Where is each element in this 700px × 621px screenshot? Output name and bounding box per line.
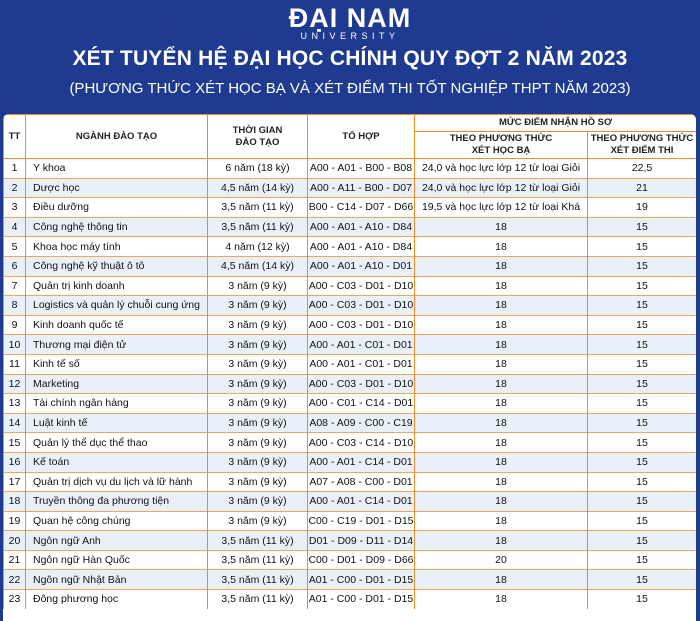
cell-duration: 3 năm (9 kỳ) [208,315,308,335]
header-diemthi-line2: XÉT ĐIỂM THI [610,145,674,156]
cell-hocba-score: 18 [415,413,588,433]
cell-major: Điều dưỡng [26,198,208,218]
cell-tt: 17 [4,472,26,492]
logo-subtitle: UNIVERSITY [300,31,400,41]
cell-tt: 2 [4,178,26,198]
cell-diemthi-score: 15 [588,335,697,355]
cell-combo: A01 - C00 - D01 - D15 [308,590,415,609]
table-row [4,237,697,257]
cell-duration: 3,5 năm (11 kỳ) [208,590,308,609]
cell-major: Quan hệ công chúng [26,511,208,531]
header-hocba-line2: XÉT HỌC BẠ [471,145,531,156]
header-tt: TT [4,115,26,159]
cell-tt: 9 [4,315,26,335]
cell-combo: A00 - A01 - B00 - B08 [308,159,415,179]
cell-hocba-score: 18 [415,570,588,590]
cell-diemthi-score: 15 [588,237,697,257]
cell-hocba-score: 20 [415,550,588,570]
header-hocba [415,132,588,159]
page-title: XÉT TUYỂN HỆ ĐẠI HỌC CHÍNH QUY ĐỢT 2 NĂM 2023 [72,47,628,70]
cell-duration: 3,5 năm (11 kỳ) [208,217,308,237]
cell-major: Kinh doanh quốc tế [26,315,208,335]
cell-combo: A00 - A01 - C01 - D01 [308,354,415,374]
cell-hocba-score: 24,0 và học lực lớp 12 từ loại Giỏi [415,178,588,198]
cell-hocba-score: 18 [415,276,588,296]
cell-combo: A00 - A01 - A10 - D01 [308,256,415,276]
header-duration [208,115,308,159]
table-row [4,296,697,316]
cell-major: Quản trị dịch vụ du lịch và lữ hành [26,472,208,492]
admission-table-container [3,114,696,621]
cell-duration: 3,5 năm (11 kỳ) [208,531,308,551]
cell-hocba-score: 18 [415,590,588,609]
cell-diemthi-score: 15 [588,550,697,570]
cell-diemthi-score: 15 [588,413,697,433]
cell-combo: A00 - A01 - A10 - D84 [308,237,415,257]
table-row [4,374,697,394]
cell-combo: A00 - A01 - C14 - D01 [308,452,415,472]
cell-hocba-score: 18 [415,354,588,374]
table-row [4,511,697,531]
table-row [4,335,697,355]
cell-tt: 19 [4,511,26,531]
cell-duration: 3 năm (9 kỳ) [208,511,308,531]
cell-hocba-score: 18 [415,315,588,335]
cell-diemthi-score: 15 [588,452,697,472]
cell-diemthi-score: 15 [588,354,697,374]
cell-duration: 3 năm (9 kỳ) [208,452,308,472]
cell-combo: A00 - C03 - C14 - D10 [308,433,415,453]
cell-combo: A00 - C03 - D01 - D10 [308,374,415,394]
table-row [4,570,697,590]
table-row [4,256,697,276]
table-row [4,178,697,198]
cell-tt: 7 [4,276,26,296]
cell-major: Đông phương học [26,590,208,609]
cell-major: Công nghệ thông tin [26,217,208,237]
cell-tt: 23 [4,590,26,609]
cell-duration: 3 năm (9 kỳ) [208,354,308,374]
table-row [4,472,697,492]
cell-combo: D01 - D09 - D11 - D14 [308,531,415,551]
cell-diemthi-score: 15 [588,315,697,335]
cell-diemthi-score: 21 [588,178,697,198]
cell-duration: 3,5 năm (11 kỳ) [208,550,308,570]
logo-name: ĐẠI NAM [288,3,412,33]
cell-major: Công nghệ kỹ thuật ô tô [26,256,208,276]
cell-duration: 3 năm (9 kỳ) [208,433,308,453]
cell-tt: 13 [4,394,26,414]
table-row [4,276,697,296]
cell-hocba-score: 18 [415,531,588,551]
cell-hocba-score: 18 [415,374,588,394]
cell-combo: A00 - C03 - D01 - D10 [308,296,415,316]
cell-combo: A07 - A08 - C00 - D01 [308,472,415,492]
cell-tt: 15 [4,433,26,453]
cell-hocba-score: 18 [415,217,588,237]
table-row [4,452,697,472]
cell-tt: 21 [4,550,26,570]
cell-hocba-score: 18 [415,452,588,472]
cell-duration: 4,5 năm (14 kỳ) [208,178,308,198]
cell-tt: 22 [4,570,26,590]
cell-hocba-score: 18 [415,511,588,531]
cell-tt: 1 [4,159,26,179]
cell-duration: 3 năm (9 kỳ) [208,276,308,296]
cell-major: Logistics và quản lý chuỗi cung ứng [26,296,208,316]
cell-hocba-score: 18 [415,394,588,414]
cell-major: Ngôn ngữ Hàn Quốc [26,550,208,570]
cell-duration: 3,5 năm (11 kỳ) [208,198,308,218]
cell-tt: 6 [4,256,26,276]
cell-diemthi-score: 19 [588,198,697,218]
cell-hocba-score: 18 [415,237,588,257]
cell-tt: 16 [4,452,26,472]
cell-combo: A00 - C03 - D01 - D10 [308,276,415,296]
header-duration-line2: ĐÀO TẠO [235,136,280,148]
cell-combo: A00 - A01 - C01 - D01 [308,335,415,355]
cell-duration: 6 năm (18 kỳ) [208,159,308,179]
cell-hocba-score: 18 [415,335,588,355]
cell-hocba-score: 18 [415,492,588,512]
cell-tt: 5 [4,237,26,257]
cell-major: Luật kinh tế [26,413,208,433]
cell-diemthi-score: 15 [588,492,697,512]
page-header [0,0,700,112]
cell-major: Quản lý thể dục thể thao [26,433,208,453]
cell-diemthi-score: 15 [588,472,697,492]
table-row [4,531,697,551]
header-diemthi [588,132,697,159]
cell-hocba-score: 18 [415,256,588,276]
cell-diemthi-score: 15 [588,531,697,551]
cell-diemthi-score: 15 [588,217,697,237]
cell-major: Marketing [26,374,208,394]
admission-table [3,114,696,609]
cell-major: Ngôn ngữ Anh [26,531,208,551]
cell-duration: 3 năm (9 kỳ) [208,472,308,492]
cell-duration: 4 năm (12 kỳ) [208,237,308,257]
cell-duration: 3 năm (9 kỳ) [208,296,308,316]
header-major: NGÀNH ĐÀO TẠO [26,115,208,159]
cell-tt: 11 [4,354,26,374]
cell-combo: A00 - A01 - C14 - D01 [308,492,415,512]
cell-major: Truyền thông đa phương tiện [26,492,208,512]
cell-major: Kinh tế số [26,354,208,374]
cell-tt: 3 [4,198,26,218]
table-row [4,354,697,374]
table-row [4,433,697,453]
cell-major: Quản trị kinh doanh [26,276,208,296]
cell-diemthi-score: 15 [588,256,697,276]
cell-hocba-score: 24,0 và học lực lớp 12 từ loại Giỏi [415,159,588,179]
header-diemthi-line1: THEO PHƯƠNG THỨC [590,133,694,144]
cell-tt: 20 [4,531,26,551]
cell-tt: 10 [4,335,26,355]
table-row [4,550,697,570]
university-logo [0,2,700,41]
cell-diemthi-score: 15 [588,394,697,414]
cell-tt: 14 [4,413,26,433]
header-duration-line1: THỜI GIAN [232,124,283,136]
cell-diemthi-score: 15 [588,276,697,296]
table-row [4,217,697,237]
cell-combo: C00 - D01 - D09 - D66 [308,550,415,570]
cell-major: Y khoa [26,159,208,179]
table-row [4,492,697,512]
cell-combo: A08 - A09 - C00 - C19 [308,413,415,433]
cell-combo: B00 - C14 - D07 - D66 [308,198,415,218]
cell-tt: 18 [4,492,26,512]
cell-combo: C00 - C19 - D01 - D15 [308,511,415,531]
cell-hocba-score: 18 [415,472,588,492]
table-row [4,590,697,609]
header-combo: TỔ HỢP [308,115,415,159]
cell-combo: A00 - C01 - C14 - D01 [308,394,415,414]
cell-hocba-score: 18 [415,433,588,453]
cell-major: Tài chính ngân hàng [26,394,208,414]
cell-hocba-score: 18 [415,296,588,316]
cell-diemthi-score: 15 [588,570,697,590]
cell-tt: 12 [4,374,26,394]
cell-combo: A00 - A01 - A10 - D84 [308,217,415,237]
cell-duration: 3 năm (9 kỳ) [208,492,308,512]
cell-diemthi-score: 15 [588,374,697,394]
table-row [4,315,697,335]
cell-diemthi-score: 15 [588,511,697,531]
table-row [4,394,697,414]
table-row [4,159,697,179]
cell-duration: 3 năm (9 kỳ) [208,335,308,355]
page-subtitle: (PHƯƠNG THỨC XÉT HỌC BẠ VÀ XÉT ĐIỂM THI TỐT NGHIỆP THPT NĂM 2023) [69,80,631,97]
cell-duration: 3 năm (9 kỳ) [208,374,308,394]
cell-major: Dược học [26,178,208,198]
header-hocba-line1: THEO PHƯƠNG THỨC [449,133,553,144]
table-row [4,198,697,218]
cell-diemthi-score: 15 [588,590,697,609]
cell-major: Khoa học máy tính [26,237,208,257]
table-row [4,413,697,433]
cell-major: Thương mại điện tử [26,335,208,355]
cell-duration: 3 năm (9 kỳ) [208,394,308,414]
cell-combo: A00 - C03 - D01 - D10 [308,315,415,335]
table-header [4,115,697,159]
cell-duration: 4,5 năm (14 kỳ) [208,256,308,276]
cell-tt: 8 [4,296,26,316]
cell-diemthi-score: 15 [588,433,697,453]
cell-hocba-score: 19,5 và học lực lớp 12 từ loại Khá [415,198,588,218]
cell-diemthi-score: 15 [588,296,697,316]
cell-major: Ngôn ngữ Nhật Bản [26,570,208,590]
cell-diemthi-score: 22,5 [588,159,697,179]
cell-duration: 3,5 năm (11 kỳ) [208,570,308,590]
cell-major: Kế toán [26,452,208,472]
cell-combo: A01 - C00 - D01 - D15 [308,570,415,590]
cell-tt: 4 [4,217,26,237]
cell-duration: 3 năm (9 kỳ) [208,413,308,433]
header-score-group: MỨC ĐIỂM NHẬN HỒ SƠ [415,115,697,132]
cell-combo: A00 - A11 - B00 - D07 [308,178,415,198]
table-body [4,159,697,609]
